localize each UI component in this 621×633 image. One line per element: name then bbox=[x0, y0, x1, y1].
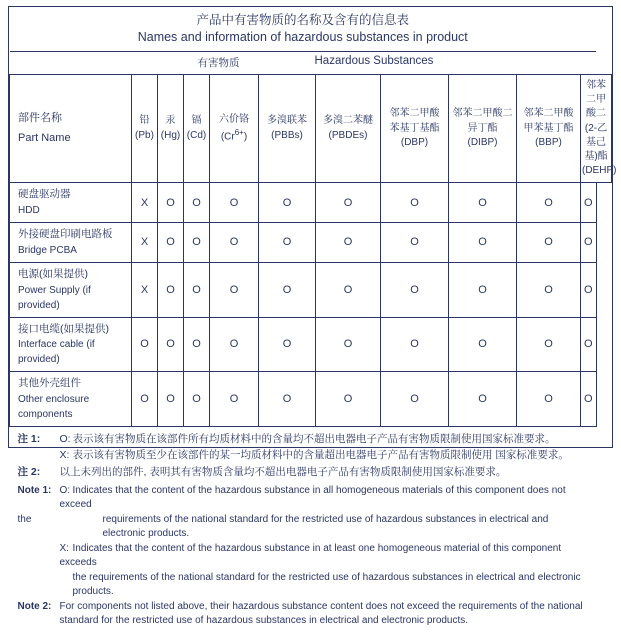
dbp-english: (DBP) bbox=[400, 136, 429, 148]
note1-chinese-x bbox=[18, 447, 591, 463]
cell-mark: O bbox=[316, 317, 381, 372]
note2-chinese-label: 注 2: bbox=[17, 465, 41, 478]
note1-chinese-x-body bbox=[60, 447, 591, 463]
cell-mark: O bbox=[449, 317, 517, 372]
note2-english-text1: For components not listed above, their hazardous substance content does not exceed the requirements of the national bbox=[59, 600, 583, 612]
row-part-name bbox=[10, 262, 132, 317]
table-row bbox=[10, 372, 612, 427]
note2-english-label bbox=[18, 600, 60, 615]
cell-mark: O bbox=[184, 183, 210, 223]
pbbs-english: (PBBs) bbox=[271, 129, 303, 141]
note1-chinese-o bbox=[18, 431, 591, 447]
column-header-dbp bbox=[381, 75, 449, 183]
cell-mark: O bbox=[581, 223, 597, 263]
group-header-english: Hazardous Substances bbox=[314, 55, 434, 67]
cell-mark: O bbox=[381, 372, 449, 427]
notes-cell bbox=[10, 427, 597, 633]
row-part-name bbox=[10, 372, 132, 427]
note1-english-x-text1: Indicates that the content of the hazardous substance in at least one homogeneous material of this component exceeds bbox=[59, 542, 562, 569]
note2-english-label-text: Note 2: bbox=[17, 600, 52, 612]
column-header-pbbs bbox=[259, 75, 316, 183]
cell-mark: O bbox=[581, 372, 597, 427]
cell-mark: O bbox=[210, 183, 259, 223]
cell-mark: O bbox=[581, 317, 597, 372]
bbp-english: (BBP) bbox=[535, 136, 562, 148]
cell-mark: O bbox=[132, 372, 158, 427]
dehp-chinese-line2: (2-乙基己基)酯 bbox=[584, 122, 608, 162]
cr6-english bbox=[211, 127, 257, 145]
pb-english: (Pb) bbox=[135, 129, 154, 141]
rohs-table bbox=[9, 7, 617, 633]
cd-english: (Cd) bbox=[186, 129, 207, 141]
row-part-chinese: 电源(如果提供) bbox=[18, 267, 88, 280]
cell-mark: O bbox=[184, 317, 210, 372]
cell-mark: O bbox=[449, 262, 517, 317]
cell-mark: X bbox=[132, 183, 158, 223]
title-row bbox=[10, 7, 612, 52]
hg-chinese: 汞 bbox=[165, 115, 176, 127]
cell-mark: O bbox=[381, 262, 449, 317]
bbp-chinese-line2: 甲苯基丁酯 bbox=[523, 122, 574, 134]
note2-english-line2 bbox=[18, 614, 591, 629]
cell-mark: O bbox=[316, 262, 381, 317]
note1-chinese-label: 注 1: bbox=[17, 433, 41, 446]
row-part-chinese: 接口电缆(如果提供) bbox=[18, 322, 109, 335]
column-header-dibp bbox=[449, 75, 517, 183]
notes-english-block bbox=[18, 484, 591, 629]
note1-english-x-symbol: X: bbox=[59, 542, 69, 554]
column-header-pbdes bbox=[316, 75, 381, 183]
column-header-bbp bbox=[517, 75, 581, 183]
note2-english-text2: standard for the restricted use of hazardous substances in electrical and electronic products. bbox=[59, 615, 469, 627]
note1-english-label-text: Note 1: bbox=[17, 484, 52, 496]
note1-chinese-o-text: 表示该有害物质在该部件所有均质材料中的含量均不超出电器电子产品有害物质限制使用国家标准要求。 bbox=[72, 433, 556, 446]
column-header-hg bbox=[158, 75, 184, 183]
rohs-table-container bbox=[8, 6, 617, 627]
cell-mark: O bbox=[210, 223, 259, 263]
dibp-chinese-line1: 邻苯二甲酸二 bbox=[452, 108, 513, 120]
cell-mark: O bbox=[517, 183, 581, 223]
cell-mark: O bbox=[449, 372, 517, 427]
group-header-row bbox=[10, 52, 612, 75]
note1-chinese-x-symbol: X: bbox=[59, 449, 70, 462]
row-part-chinese: 外接硬盘印刷电路板 bbox=[18, 228, 113, 241]
note1-english-x-spacer2 bbox=[18, 571, 60, 600]
row-part-chinese: 其他外壳组件 bbox=[18, 377, 81, 390]
note1-english-o-line2 bbox=[18, 513, 591, 542]
note2-chinese-text: 以上未列出的部件, 表明其有害物质含量均不超出电器电子产品有害物质限制使用国家标准要求。 bbox=[59, 465, 507, 478]
cell-mark: O bbox=[158, 223, 184, 263]
bbp-chinese-line1: 邻苯二甲酸 bbox=[523, 108, 574, 120]
cell-mark: O bbox=[381, 317, 449, 372]
dehp-chinese-line1: 邻苯二甲酸二 bbox=[586, 80, 606, 120]
cr6-chinese: 六价铬 bbox=[219, 113, 249, 125]
note2-chinese bbox=[18, 464, 591, 480]
cell-mark: O bbox=[184, 262, 210, 317]
cr6-suffix: ) bbox=[243, 131, 248, 143]
row-part-english: HDD bbox=[18, 205, 40, 217]
cell-mark: O bbox=[259, 223, 316, 263]
column-header-cd bbox=[184, 75, 210, 183]
note1-english-o-text1: Indicates that the content of the hazardous substance in all homogeneous materials of this component does not exceed bbox=[59, 484, 566, 511]
group-header-chinese: 有害物质 bbox=[197, 57, 240, 69]
cell-mark: O bbox=[259, 262, 316, 317]
cell-mark: X bbox=[132, 262, 158, 317]
cell-mark: O bbox=[259, 317, 316, 372]
cell-mark: O bbox=[581, 183, 597, 223]
note1-chinese-x-text: 表示该有害物质至少在该部件的某一均质材料中的含量超出电器电子产品有害物质限制使用 国家标准要求。 bbox=[72, 449, 569, 462]
title-chinese: 产品中有害物质的名称及含有的信息表 bbox=[196, 13, 409, 27]
dbp-chinese-line2: 苯基丁基酯 bbox=[389, 122, 440, 134]
pbbs-chinese: 多溴联苯 bbox=[267, 115, 307, 127]
column-header-cr6 bbox=[210, 75, 259, 183]
cell-mark: O bbox=[132, 317, 158, 372]
cell-mark: O bbox=[259, 372, 316, 427]
note1-english-x-line2 bbox=[18, 571, 591, 600]
cell-mark: O bbox=[316, 223, 381, 263]
column-header-pb bbox=[132, 75, 158, 183]
column-header-part-name bbox=[10, 75, 132, 183]
cell-mark: O bbox=[517, 262, 581, 317]
cell-mark: O bbox=[449, 183, 517, 223]
dibp-chinese-line2: 异丁酯 bbox=[467, 122, 498, 134]
note1-english-x-spacer bbox=[18, 542, 60, 571]
cell-mark: O bbox=[316, 183, 381, 223]
table-row bbox=[10, 183, 612, 223]
row-part-english: Power Supply (if provided) bbox=[18, 284, 91, 311]
note1-english-x-line1 bbox=[18, 542, 591, 571]
cell-mark: O bbox=[184, 223, 210, 263]
cell-mark: O bbox=[210, 262, 259, 317]
hg-english: (Hg) bbox=[160, 129, 181, 141]
cell-mark: O bbox=[158, 262, 184, 317]
table-title bbox=[10, 7, 597, 52]
note2-english-line1 bbox=[18, 600, 591, 615]
pb-chinese: 铅 bbox=[139, 115, 150, 127]
part-name-chinese: 部件名称 bbox=[18, 112, 62, 125]
group-header-cell bbox=[10, 52, 597, 75]
note1-chinese-x-spacer bbox=[18, 447, 60, 463]
note1-english-x-text2: the requirements of the national standard for the restricted use of hazardous substances in electrical and electronic products. bbox=[72, 571, 581, 598]
cell-mark: O bbox=[381, 183, 449, 223]
cell-mark: O bbox=[210, 317, 259, 372]
cell-mark: O bbox=[184, 372, 210, 427]
cell-mark: O bbox=[210, 372, 259, 427]
table-row bbox=[10, 317, 612, 372]
cell-mark: O bbox=[158, 183, 184, 223]
note1-chinese-o-body bbox=[60, 431, 591, 447]
cell-mark: O bbox=[517, 317, 581, 372]
dibp-english: (DIBP) bbox=[467, 136, 498, 148]
row-part-english: Interface cable (if provided) bbox=[18, 339, 95, 366]
notes-row bbox=[10, 427, 612, 633]
cell-mark: O bbox=[158, 317, 184, 372]
dehp-english: (DEHP) bbox=[582, 165, 617, 177]
cell-mark: O bbox=[259, 183, 316, 223]
dbp-chinese-line1: 邻苯二甲酸 bbox=[389, 108, 440, 120]
part-name-english: Part Name bbox=[18, 131, 71, 144]
note1-english-label bbox=[18, 484, 60, 513]
title-english: Names and information of hazardous substances in product bbox=[137, 29, 468, 44]
cd-chinese: 镉 bbox=[191, 115, 202, 127]
note1-english-the: the bbox=[17, 513, 32, 525]
row-part-name bbox=[10, 183, 132, 223]
row-part-name bbox=[10, 223, 132, 263]
column-header-dehp bbox=[581, 75, 617, 183]
cell-mark: O bbox=[517, 372, 581, 427]
cell-mark: O bbox=[517, 223, 581, 263]
note1-english-o-text2: requirements of the national standard for the restricted use of hazardous substances in electrical and electronic products. bbox=[102, 513, 549, 540]
row-part-english: Other enclosure components bbox=[18, 394, 90, 421]
row-part-chinese: 硬盘驱动器 bbox=[18, 188, 71, 201]
cr6-prefix: (Cr bbox=[220, 131, 235, 143]
note1-english-x-body bbox=[60, 542, 591, 571]
note1-english-o-line1 bbox=[18, 484, 591, 513]
cell-mark: O bbox=[158, 372, 184, 427]
cell-mark: X bbox=[132, 223, 158, 263]
note2-english-spacer bbox=[18, 614, 60, 629]
note1-english-o-body bbox=[60, 484, 591, 513]
note1-english-o-symbol: O: bbox=[59, 484, 71, 496]
pbdes-chinese: 多溴二苯醚 bbox=[323, 115, 373, 127]
cr6-superscript: 6+ bbox=[234, 127, 244, 137]
table-row bbox=[10, 262, 612, 317]
table-row bbox=[10, 223, 612, 263]
note1-chinese-o-symbol: O: bbox=[59, 433, 71, 446]
cell-mark: O bbox=[381, 223, 449, 263]
cell-mark: O bbox=[581, 262, 597, 317]
pbdes-english: (PBDEs) bbox=[328, 129, 368, 141]
cell-mark: O bbox=[449, 223, 517, 263]
row-part-name bbox=[10, 317, 132, 372]
row-part-english: Bridge PCBA bbox=[18, 244, 77, 256]
cell-mark: O bbox=[316, 372, 381, 427]
column-header-row bbox=[10, 75, 612, 183]
